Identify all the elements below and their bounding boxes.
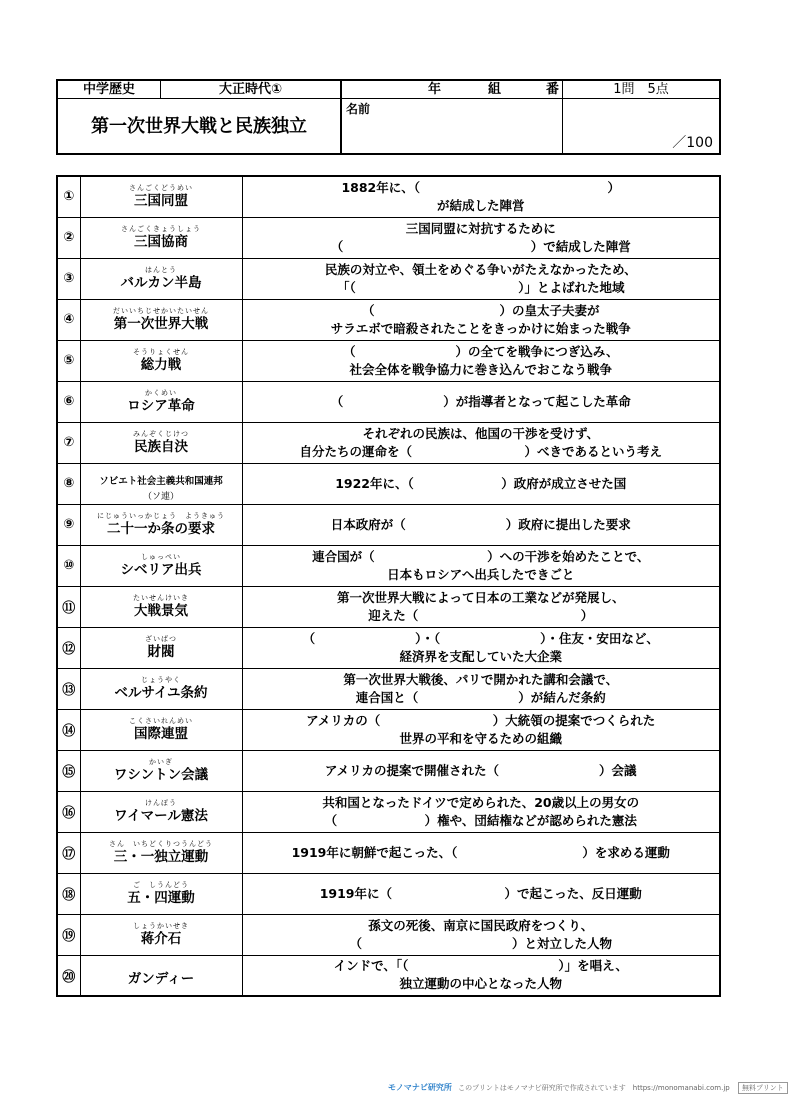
description-line: それぞれの民族は、他国の干渉を受けず、 (362, 425, 599, 441)
name-field[interactable] (342, 99, 563, 155)
table-row (57, 299, 720, 340)
score-field[interactable] (563, 99, 719, 155)
term-cell (80, 668, 242, 709)
description-line: （ ）で結成した陣営 (330, 238, 631, 254)
description-line: （ ）の皇太子夫妻が (361, 302, 600, 318)
footer-badge: 無料プリント (738, 1082, 788, 1094)
year-label: 年 (428, 82, 442, 97)
description-line: 迎えた（ ） (368, 607, 594, 623)
description-cell[interactable] (242, 299, 720, 340)
term-text: 三国協商 (134, 233, 188, 250)
table-row (57, 791, 720, 832)
question-number: ③ (57, 258, 80, 299)
question-number: ⑬ (57, 668, 80, 709)
question-number: ① (57, 176, 80, 217)
term-cell (80, 750, 242, 791)
description-line: 自分たちの運命を（ ）べきであるという考え (299, 443, 662, 459)
unit-label: 大正時代① (161, 81, 342, 99)
table-row (57, 340, 720, 381)
description-line: 1919年に（ ）で起こった、反日運動 (319, 885, 642, 901)
term-text: ロシア革命 (127, 397, 195, 414)
term-reading: しょうかいせき (133, 921, 189, 930)
term-text: 財閥 (147, 643, 175, 660)
description-line: 第一次世界大戦後、パリで開かれた講和会議で、 (343, 671, 619, 687)
class-label: 組 (488, 82, 502, 97)
term-reading (81, 962, 242, 970)
term-reading: しゅっぺい (141, 552, 181, 561)
table-row (57, 627, 720, 668)
description-cell[interactable] (242, 586, 720, 627)
term-cell (80, 217, 242, 258)
description-line: 1882年に、（ ） (341, 179, 621, 195)
description-line: 日本もロシアへ出兵したできごと (387, 566, 575, 582)
description-line: 連合国が（ ）への干渉を始めたことで、 (312, 548, 650, 564)
description-cell[interactable] (242, 791, 720, 832)
description-line: 経済界を支配していた大企業 (399, 648, 562, 664)
points-label: 1問 5点 (563, 81, 719, 99)
table-row (57, 750, 720, 791)
term-reading: じょうやく (141, 675, 181, 684)
description-line: （ ）が指導者となって起こした革命 (330, 393, 631, 409)
footer-text: このプリントはモノマナビ研究所で作成されています https://monomanabi.com.jp (458, 1084, 730, 1092)
term-cell (80, 832, 242, 873)
term-cell (80, 873, 242, 914)
description-line: インドで、「（ ）」を唱え、 (333, 958, 628, 974)
description-cell[interactable] (242, 955, 720, 996)
table-row (57, 832, 720, 873)
description-line: 民族の対立や、領土をめぐる争いがたえなかったため、 (324, 261, 637, 277)
table-row (57, 381, 720, 422)
term-cell (80, 914, 242, 955)
name-label: 名前 (346, 102, 371, 116)
question-table (56, 175, 721, 997)
term-cell (80, 258, 242, 299)
description-line: 三国同盟に対抗するために (405, 220, 556, 236)
question-number: ⑥ (57, 381, 80, 422)
term-text: 二十一か条の要求 (107, 520, 215, 537)
question-number: ⑤ (57, 340, 80, 381)
brand-logo: モノマナビ研究所 (388, 1083, 452, 1092)
score-label: ／100 (672, 135, 713, 151)
table-row (57, 873, 720, 914)
description-line: （ ）の全てを戦争につぎ込み、 (342, 343, 619, 359)
description-cell[interactable] (242, 709, 720, 750)
term-cell (80, 463, 242, 504)
term-text: ベルサイユ条約 (114, 684, 208, 701)
term-reading: たいせんけいき (133, 593, 189, 602)
question-number: ⑮ (57, 750, 80, 791)
description-cell[interactable] (242, 258, 720, 299)
description-cell[interactable] (242, 340, 720, 381)
term-reading: ご しうんどう (133, 880, 189, 889)
description-line: サラエボで暗殺されたことをきっかけに始まった戦争 (330, 320, 631, 336)
class-field[interactable] (342, 81, 563, 99)
term-reading: さんごくきょうしょう (121, 224, 201, 233)
term-cell (80, 791, 242, 832)
term-reading: かくめい (145, 388, 177, 397)
term-text: シベリア出兵 (120, 561, 202, 578)
table-row (57, 217, 720, 258)
term-cell (80, 422, 242, 463)
term-reading: けんぽう (145, 798, 177, 807)
term-text: 第一次世界大戦 (113, 315, 209, 332)
table-row (57, 914, 720, 955)
term-text: ガンディー (127, 971, 195, 988)
table-row (57, 668, 720, 709)
term-cell (80, 586, 242, 627)
term-text: ソビエト社会主義共和国連邦 (99, 475, 223, 487)
term-text: ワイマール憲法 (114, 807, 208, 824)
description-cell[interactable] (242, 750, 720, 791)
description-line: 共和国となったドイツで定められた、20歳以上の男女の (322, 794, 640, 810)
question-number: ② (57, 217, 80, 258)
term-cell (80, 545, 242, 586)
term-text: 総力戦 (140, 356, 182, 373)
table-row (57, 586, 720, 627)
description-line: （ ）・（ ）・住友・安田など、 (302, 630, 659, 646)
description-cell[interactable] (242, 422, 720, 463)
description-cell[interactable] (242, 914, 720, 955)
term-cell (80, 299, 242, 340)
question-number: ⑲ (57, 914, 80, 955)
description-cell[interactable] (242, 545, 720, 586)
question-number: ⑰ (57, 832, 80, 873)
description-cell[interactable] (242, 668, 720, 709)
question-number: ④ (57, 299, 80, 340)
page-title: 第一次世界大戦と民族独立 (58, 99, 342, 155)
term-cell (80, 504, 242, 545)
term-reading (81, 465, 242, 473)
question-number: ⑪ (57, 586, 80, 627)
description-cell[interactable] (242, 832, 720, 873)
term-cell (80, 709, 242, 750)
description-line: 「（ ）」とよばれた地域 (336, 279, 625, 295)
question-number: ⑳ (57, 955, 80, 996)
question-number: ⑧ (57, 463, 80, 504)
number-label: 番 (546, 82, 560, 97)
term-text: 五・四運動 (127, 889, 195, 906)
term-text: 民族自決 (134, 438, 188, 455)
question-number: ⑨ (57, 504, 80, 545)
question-number: ⑩ (57, 545, 80, 586)
term-reading: みんぞくじけつ (133, 429, 189, 438)
description-line: 連合国と（ ）が結んだ条約 (355, 689, 606, 705)
description-line: 独立運動の中心となった人物 (399, 976, 562, 992)
description-cell[interactable] (242, 504, 720, 545)
description-line: 第一次世界大戦によって日本の工業などが発展し、 (336, 589, 625, 605)
table-row (57, 545, 720, 586)
description-cell[interactable] (242, 217, 720, 258)
description-line: （ ）と対立した人物 (349, 935, 612, 951)
description-line: アメリカの（ ）大統領の提案でつくられた (306, 712, 656, 728)
description-line: （ ）権や、団結権などが認められた憲法 (324, 812, 637, 828)
term-cell (80, 381, 242, 422)
term-subtext: （ソ連） (142, 491, 179, 502)
subject-label: 中学歴史 (58, 81, 161, 99)
description-line: 日本政府が（ ）政府に提出した要求 (330, 516, 631, 532)
question-number: ⑱ (57, 873, 80, 914)
table-row (57, 709, 720, 750)
worksheet-header (56, 79, 721, 155)
table-row (57, 176, 720, 217)
table-row (57, 422, 720, 463)
term-reading: ざいばつ (145, 634, 177, 643)
term-cell (80, 955, 242, 996)
description-cell[interactable] (242, 381, 720, 422)
description-line: 1922年に、（ ）政府が成立させた国 (335, 475, 627, 491)
term-cell (80, 627, 242, 668)
question-number: ⑦ (57, 422, 80, 463)
question-number: ⑯ (57, 791, 80, 832)
term-reading: さんごくどうめい (129, 183, 193, 192)
description-line: 孫文の死後、南京に国民政府をつくり、 (368, 917, 594, 933)
term-reading: にじゅういっかじょう ようきゅう (97, 511, 225, 520)
term-reading: だいいちじせかいたいせん (113, 306, 209, 315)
footer (388, 1082, 788, 1094)
term-reading: はんとう (145, 265, 177, 274)
description-line: 社会全体を戦争協力に巻き込んでおこなう戦争 (349, 361, 612, 377)
table-row (57, 463, 720, 504)
description-line: 1919年に朝鮮で起こった、（ ）を求める運動 (291, 844, 670, 860)
term-cell (80, 340, 242, 381)
term-text: 国際連盟 (134, 725, 188, 742)
table-row (57, 955, 720, 996)
term-text: 蒋介石 (140, 930, 182, 947)
term-cell (80, 176, 242, 217)
description-line: アメリカの提案で開催された（ ）会議 (324, 762, 637, 778)
term-reading: かいぎ (149, 757, 173, 766)
term-text: 大戦景気 (134, 602, 188, 619)
description-line: が結成した陣営 (436, 197, 525, 213)
term-text: バルカン半島 (120, 274, 202, 291)
term-text: 三国同盟 (134, 192, 188, 209)
description-cell[interactable] (242, 627, 720, 668)
description-line: 世界の平和を守るための組織 (399, 730, 562, 746)
question-number: ⑫ (57, 627, 80, 668)
term-reading: そうりょくせん (133, 347, 189, 356)
term-reading: こくさいれんめい (129, 716, 193, 725)
table-row (57, 504, 720, 545)
term-text: ワシントン会議 (113, 766, 209, 783)
description-cell[interactable] (242, 176, 720, 217)
term-text: 三・一独立運動 (113, 848, 209, 865)
term-reading: さん いちどくりつうんどう (109, 839, 213, 848)
question-number: ⑭ (57, 709, 80, 750)
table-row (57, 258, 720, 299)
description-cell[interactable] (242, 463, 720, 504)
description-cell[interactable] (242, 873, 720, 914)
